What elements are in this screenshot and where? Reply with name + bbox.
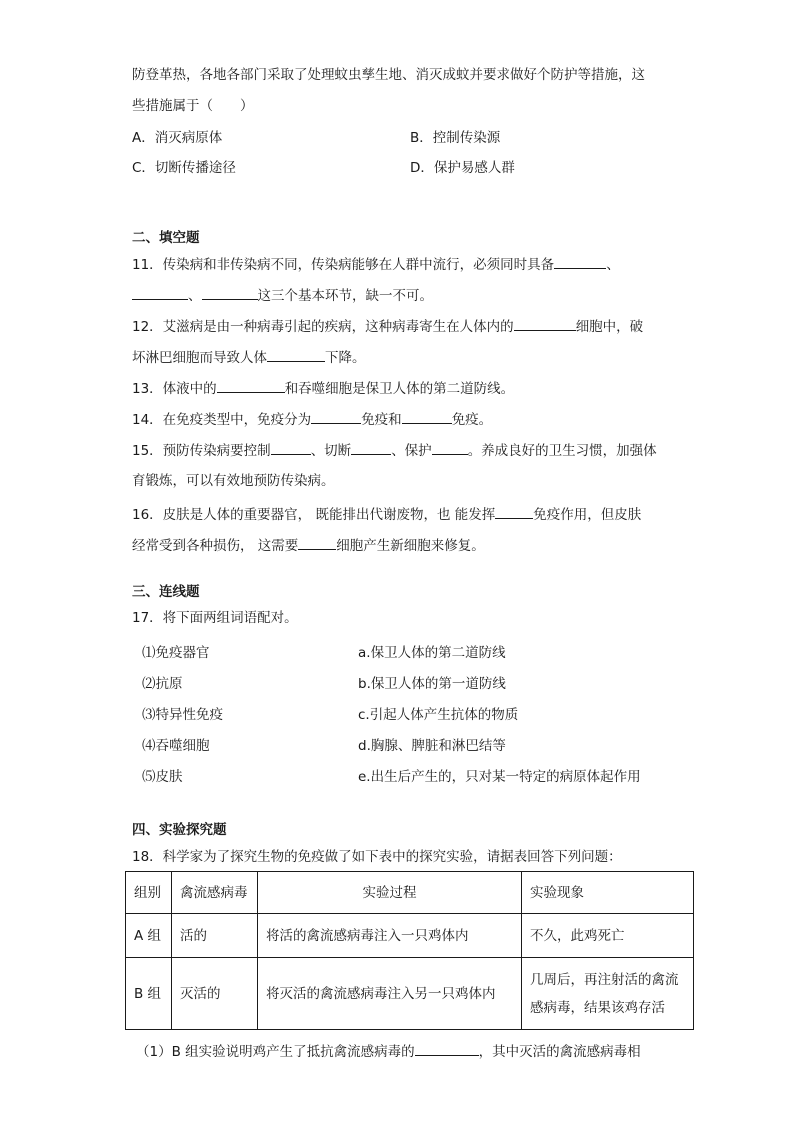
table-row [126,958,694,1030]
q13-blank-1[interactable] [217,378,285,393]
q14-line [132,409,492,430]
q18-sub1-text-b: ，其中灭活的禽流感病毒相 [478,1044,641,1060]
q12-blank-2[interactable] [267,347,325,362]
q17-text: 17．将下面两组词语配对。 [132,610,298,626]
q11-text-a: 11．传染病和非传染病不同，传染病能够在人群中流行，必须同时具备 [132,257,555,273]
q13-text-a: 13．体液中的 [132,381,217,397]
match-right-item[interactable]: a.保卫人体的第二道防线 [358,645,506,661]
q15-blank-3[interactable] [432,440,468,455]
q11-blank-2[interactable] [132,285,188,300]
q18-sub1-line [136,1041,641,1062]
q15-text-b: 、切断 [310,443,352,459]
table-cell: 活的 [172,914,258,958]
q12-text-a: 12．艾滋病是由一种病毒引起的疾病，这种病毒寄生在人体内的 [132,319,514,335]
q10-text-line1: 防登革热，各地各部门采取了处理蚊虫孳生地、消灭成蚊并要求做好个防护等措施，这 [132,67,645,83]
q16-text-a: 16．皮肤是人体的重要器官， 既能排出代谢废物，也 能发挥 [132,507,496,523]
table-header-row [126,872,694,914]
q12-blank-1[interactable] [514,316,576,331]
section-title-experiment: 四、实验探究题 [132,822,227,838]
q11-blank-1[interactable] [554,254,606,269]
match-left-item[interactable]: ⑴免疫器官 [142,645,210,661]
q10-option-b[interactable]: B．控制传染源 [410,130,501,146]
q16-text-b: 免疫作用，但皮肤 [533,507,642,523]
match-right-item[interactable]: d.胸腺、脾脏和淋巴结等 [358,738,506,754]
match-right-item[interactable]: b.保卫人体的第一道防线 [358,676,506,692]
q10-option-a[interactable]: A．消灭病原体 [132,130,223,146]
match-right-item[interactable]: e.出生后产生的，只对某一特定的病原体起作用 [358,769,641,785]
q10-text-line2: 些措施属于（ ） [132,98,254,114]
q11-line2 [132,285,433,306]
section-title-matching: 三、连线题 [132,584,200,600]
match-left-item[interactable]: ⑷吞噬细胞 [142,738,210,754]
q16-text-d: 细胞产生新细胞来修复。 [336,538,485,554]
table-cell: 将灭活的禽流感病毒注入另一只鸡体内 [258,958,522,1030]
q10-option-c[interactable]: C．切断传播途径 [132,160,236,176]
q15-text-c: 、保护 [391,443,432,459]
q15-line1 [132,440,657,461]
match-right-item[interactable]: c.引起人体产生抗体的物质 [358,707,519,723]
table-header-cell: 禽流感病毒 [172,872,258,914]
table-cell: A 组 [126,914,172,958]
q15-blank-2[interactable] [351,440,391,455]
q13-text-b: 和吞噬细胞是保卫人体的第二道防线。 [284,381,515,397]
q16-text-c: 经常受到各种损伤， 这需要 [132,538,299,554]
table-header-cell: 实验现象 [522,872,694,914]
q12-line2 [132,347,366,368]
q14-blank-1[interactable] [311,409,361,424]
q12-text-d: 下降。 [325,350,366,366]
q16-line2 [132,535,485,556]
table-header-cell: 组别 [126,872,172,914]
q18-sub1-blank[interactable] [415,1041,479,1056]
q10-option-d[interactable]: D．保护易感人群 [410,160,515,176]
q18-text: 18．科学家为了探究生物的免疫做了如下表中的探究实验，请据表回答下列问题： [132,849,622,865]
q13-line [132,378,514,399]
match-left-item[interactable]: ⑵抗原 [142,676,183,692]
table-cell: 几周后，再注射活的禽流感病毒，结果该鸡存活 [522,958,694,1030]
table-cell: 灭活的 [172,958,258,1030]
q16-line1 [132,504,641,525]
q11-line1 [132,254,620,275]
table-header-cell: 实验过程 [258,872,522,914]
q11-text-b: 、 [606,257,620,273]
match-left-item[interactable]: ⑶特异性免疫 [142,707,223,723]
q18-sub1-text-a: （1）B 组实验说明鸡产生了抵抗禽流感病毒的 [136,1044,415,1060]
table-cell: B 组 [126,958,172,1030]
q11-blank-3[interactable] [202,285,258,300]
q12-line1 [132,316,643,337]
q16-blank-2[interactable] [298,535,336,550]
q15-text-d: 。养成良好的卫生习惯，加强体 [467,443,657,459]
q11-text-c: 、 [188,288,202,304]
q14-text-b: 免疫和 [361,412,402,428]
q15-blank-1[interactable] [271,440,311,455]
q12-text-b: 细胞中，破 [575,319,644,335]
q11-text-d: 这三个基本环节，缺一不可。 [257,288,433,304]
table-cell: 将活的禽流感病毒注入一只鸡体内 [258,914,522,958]
experiment-table [125,871,694,1030]
q16-blank-1[interactable] [495,504,533,519]
q14-blank-2[interactable] [402,409,452,424]
q15-text-a: 15．预防传染病要控制 [132,443,271,459]
section-title-fill-blank: 二、填空题 [132,230,200,246]
q14-text-c: 免疫。 [451,412,493,428]
table-row [126,914,694,958]
q15-line2: 育锻炼，可以有效地预防传染病。 [132,473,335,489]
q14-text-a: 14．在免疫类型中，免疫分为 [132,412,312,428]
match-left-item[interactable]: ⑸皮肤 [142,769,183,785]
q12-text-c: 坏淋巴细胞而导致人体 [132,350,267,366]
table-cell: 不久，此鸡死亡 [522,914,694,958]
